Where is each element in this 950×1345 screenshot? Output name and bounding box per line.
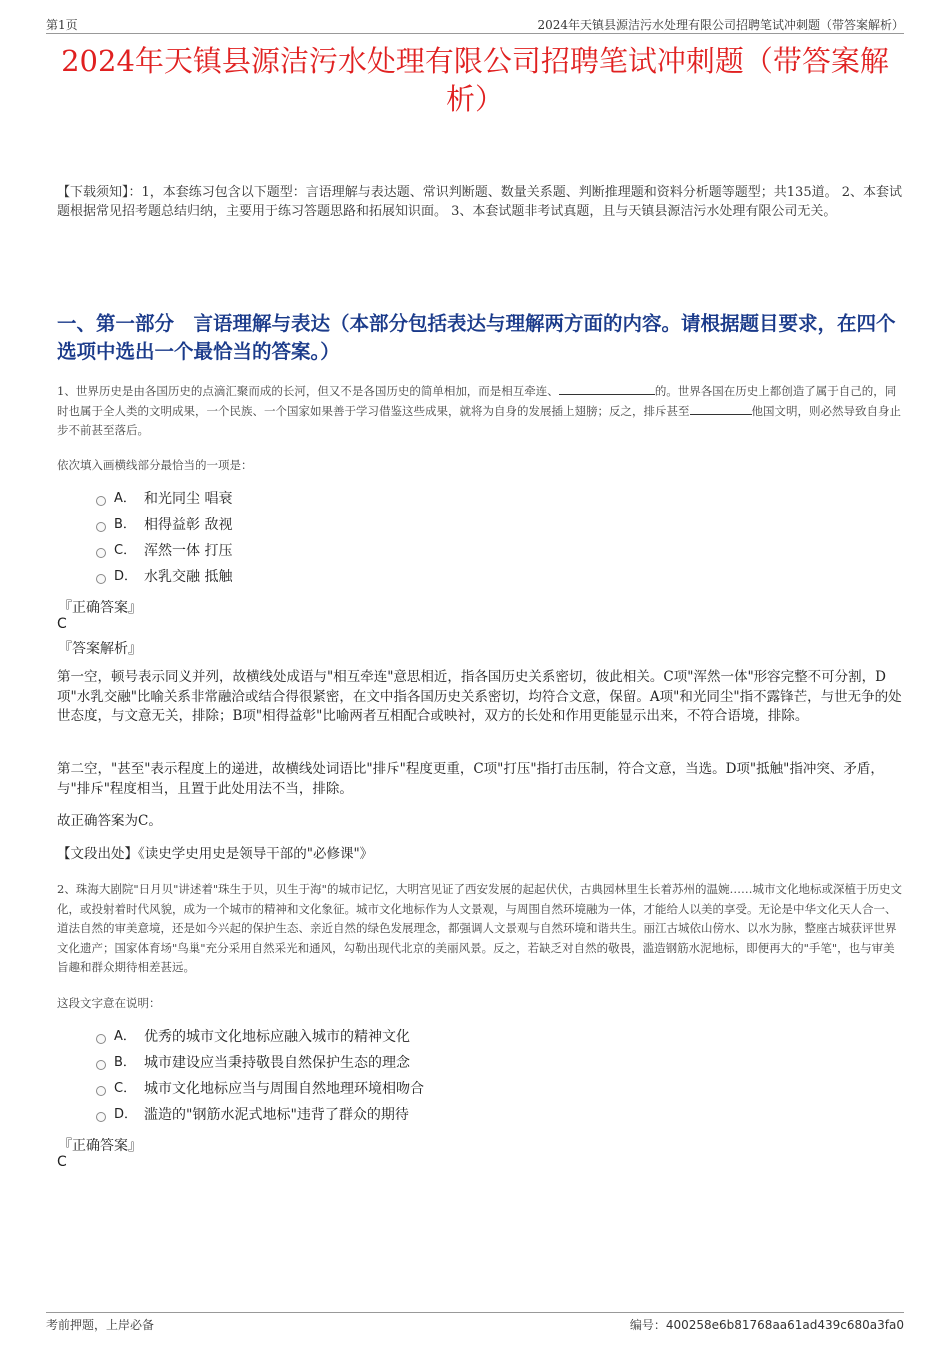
radio-button[interactable] bbox=[96, 1086, 106, 1096]
radio-button[interactable] bbox=[96, 1034, 106, 1044]
option-letter: D． bbox=[114, 569, 138, 584]
option-c[interactable] bbox=[96, 1078, 896, 1104]
fill-blank-1 bbox=[559, 383, 655, 395]
option-d[interactable] bbox=[96, 1104, 896, 1130]
page-title: 2024年天镇县源洁污水处理有限公司招聘笔试冲刺题（带答案解析） bbox=[61, 44, 889, 116]
radio-button[interactable] bbox=[96, 574, 106, 584]
option-letter: B． bbox=[114, 517, 136, 532]
option-c[interactable] bbox=[96, 540, 896, 566]
header-doc-name: 2024年天镇县源洁污水处理有限公司招聘笔试冲刺题（带答案解析） bbox=[537, 18, 904, 32]
question-2-text: 2、珠海大剧院"日月贝"讲述着"珠生于贝，贝生于海"的城市记忆，大明宫见证了西安发展的起起伏伏，古典园林里生长着苏州的温婉……城市文化地标或深植于历史文化，或投射着时代风貌，成为一个城市的精神和文化象征。城市文化地标作为人文景观，与周围自然环境融为一体，才能给人以美的享受。无论是中华文化天人合一、道法自然的审美意境，还是如今兴起的保护生态、亲近自然的绿色发展理念，都强调人文景观与自然环境和谐共生。丽江古城依山傍水、以水为脉，整座古城获评世界文化遗产；国家体育场"鸟巢"充分采用自然采光和通风，勾勒出现代北京的美丽风景。反之，若缺乏对自然的敬畏，滥造钢筋水泥地标，即便再大的"手笔"，也与审美旨趣和群众期待相差甚远。 bbox=[57, 882, 902, 974]
option-a[interactable] bbox=[96, 488, 896, 514]
option-letter: C． bbox=[114, 1081, 137, 1096]
option-b[interactable] bbox=[96, 1052, 896, 1078]
answer-value: C bbox=[57, 1154, 67, 1170]
option-text: 水乳交融 抵触 bbox=[144, 569, 233, 585]
analysis-paragraph-1: 第一空，顿号表示同义并列，故横线处成语与"相互牵连"意思相近，指各国历史关系密切，彼此相关。C项"浑然一体"形容完整不可分割，D项"水乳交融"比喻关系非常融洽或结合得很紧密，在文中指各国历史关系密切，均符合文意，保留。A项"和光同尘"指不露锋芒，与世无争的处世态度，与文意无关，排除；B项"相得益彰"比喻两者互相配合或映衬，双方的长处和作用更能显示出来，不符合语境，排除。 bbox=[57, 669, 902, 724]
option-text: 城市文化地标应当与周围自然地理环境相吻合 bbox=[144, 1081, 424, 1097]
option-d[interactable] bbox=[96, 566, 896, 592]
question-1-part-a: 1、世界历史是由各国历史的点滴汇聚而成的长河，但又不是各国历史的简单相加，而是相互牵连、 bbox=[57, 384, 559, 398]
option-text: 滥造的"钢筋水泥式地标"违背了群众的期待 bbox=[144, 1107, 409, 1123]
source-citation: 【文段出处】《读史学史用史是领导干部的"必修课"》 bbox=[57, 846, 374, 862]
question-1-options bbox=[96, 488, 896, 592]
radio-button[interactable] bbox=[96, 1060, 106, 1070]
option-letter: B． bbox=[114, 1055, 136, 1070]
option-text: 和光同尘 唱衰 bbox=[144, 491, 233, 507]
fill-blank-2 bbox=[690, 403, 752, 415]
footer-code-label: 编号： bbox=[629, 1318, 666, 1332]
section-title: 一、第一部分 言语理解与表达（本部分包括表达与理解两方面的内容。请根据题目要求，在四个选项中选出一个最恰当的答案。） bbox=[57, 312, 896, 363]
page-number: 第1页 bbox=[46, 18, 78, 32]
footer-slogan: 考前押题，上岸必备 bbox=[46, 1318, 155, 1332]
footer-code-value: 400258e6b81768aa61ad439c680a3fa0 bbox=[665, 1318, 904, 1332]
question-1-prompt: 依次填入画横线部分最恰当的一项是： bbox=[57, 458, 253, 472]
question-2-options bbox=[96, 1026, 896, 1130]
radio-button[interactable] bbox=[96, 496, 106, 506]
download-notice: 【下载须知】：1，本套练习包含以下题型：言语理解与表达题、常识判断题、数量关系题、判断推理题和资料分析题等题型；共135道。 2、本套试题根据常见招考题总结归纳，主要用于练习答题思路和拓展知识面。 3、本套试题非考试真题，且与天镇县源洁污水处理有限公司无关。 bbox=[57, 185, 902, 219]
option-letter: C． bbox=[114, 543, 137, 558]
radio-button[interactable] bbox=[96, 1112, 106, 1122]
analysis-label: 『答案解析』 bbox=[58, 641, 142, 657]
radio-button[interactable] bbox=[96, 548, 106, 558]
option-a[interactable] bbox=[96, 1026, 896, 1052]
option-b[interactable] bbox=[96, 514, 896, 540]
option-letter: A． bbox=[114, 491, 136, 506]
footer-code bbox=[630, 1316, 904, 1333]
page-footer bbox=[46, 1312, 904, 1334]
option-letter: D． bbox=[114, 1107, 138, 1122]
question-2-prompt: 这段文字意在说明： bbox=[57, 996, 161, 1010]
question-1-part-b: 的。世界各国在历史上都创造了属于自己的，同时也属于全人类的文明成果，一个民族、一个国家如果善于学习借鉴这些成果，就将为自身的发展插上翅膀；反之，排斥甚至 bbox=[57, 384, 897, 418]
answer-label: 『正确答案』 bbox=[58, 1138, 142, 1154]
option-text: 优秀的城市文化地标应融入城市的精神文化 bbox=[144, 1029, 410, 1045]
question-1-part-c: 他国文明，则必然导致自身止步不前甚至落后。 bbox=[57, 403, 901, 437]
page-header bbox=[46, 14, 904, 34]
question-1-text bbox=[57, 382, 902, 441]
option-text: 相得益彰 敌视 bbox=[144, 517, 233, 533]
option-letter: A． bbox=[114, 1029, 136, 1044]
answer-value: C bbox=[57, 616, 67, 632]
option-text: 城市建设应当秉持敬畏自然保护生态的理念 bbox=[144, 1055, 410, 1071]
radio-button[interactable] bbox=[96, 522, 106, 532]
option-text: 浑然一体 打压 bbox=[144, 543, 233, 559]
analysis-conclusion: 故正确答案为C。 bbox=[57, 813, 162, 829]
analysis-paragraph-2: 第二空，"甚至"表示程度上的递进，故横线处词语比"排斥"程度更重，C项"打压"指打击压制，符合文意，当选。D项"抵触"指冲突、矛盾，与"排斥"程度相当，且置于此处用法不当，排除。 bbox=[57, 761, 884, 797]
answer-label: 『正确答案』 bbox=[58, 600, 142, 616]
